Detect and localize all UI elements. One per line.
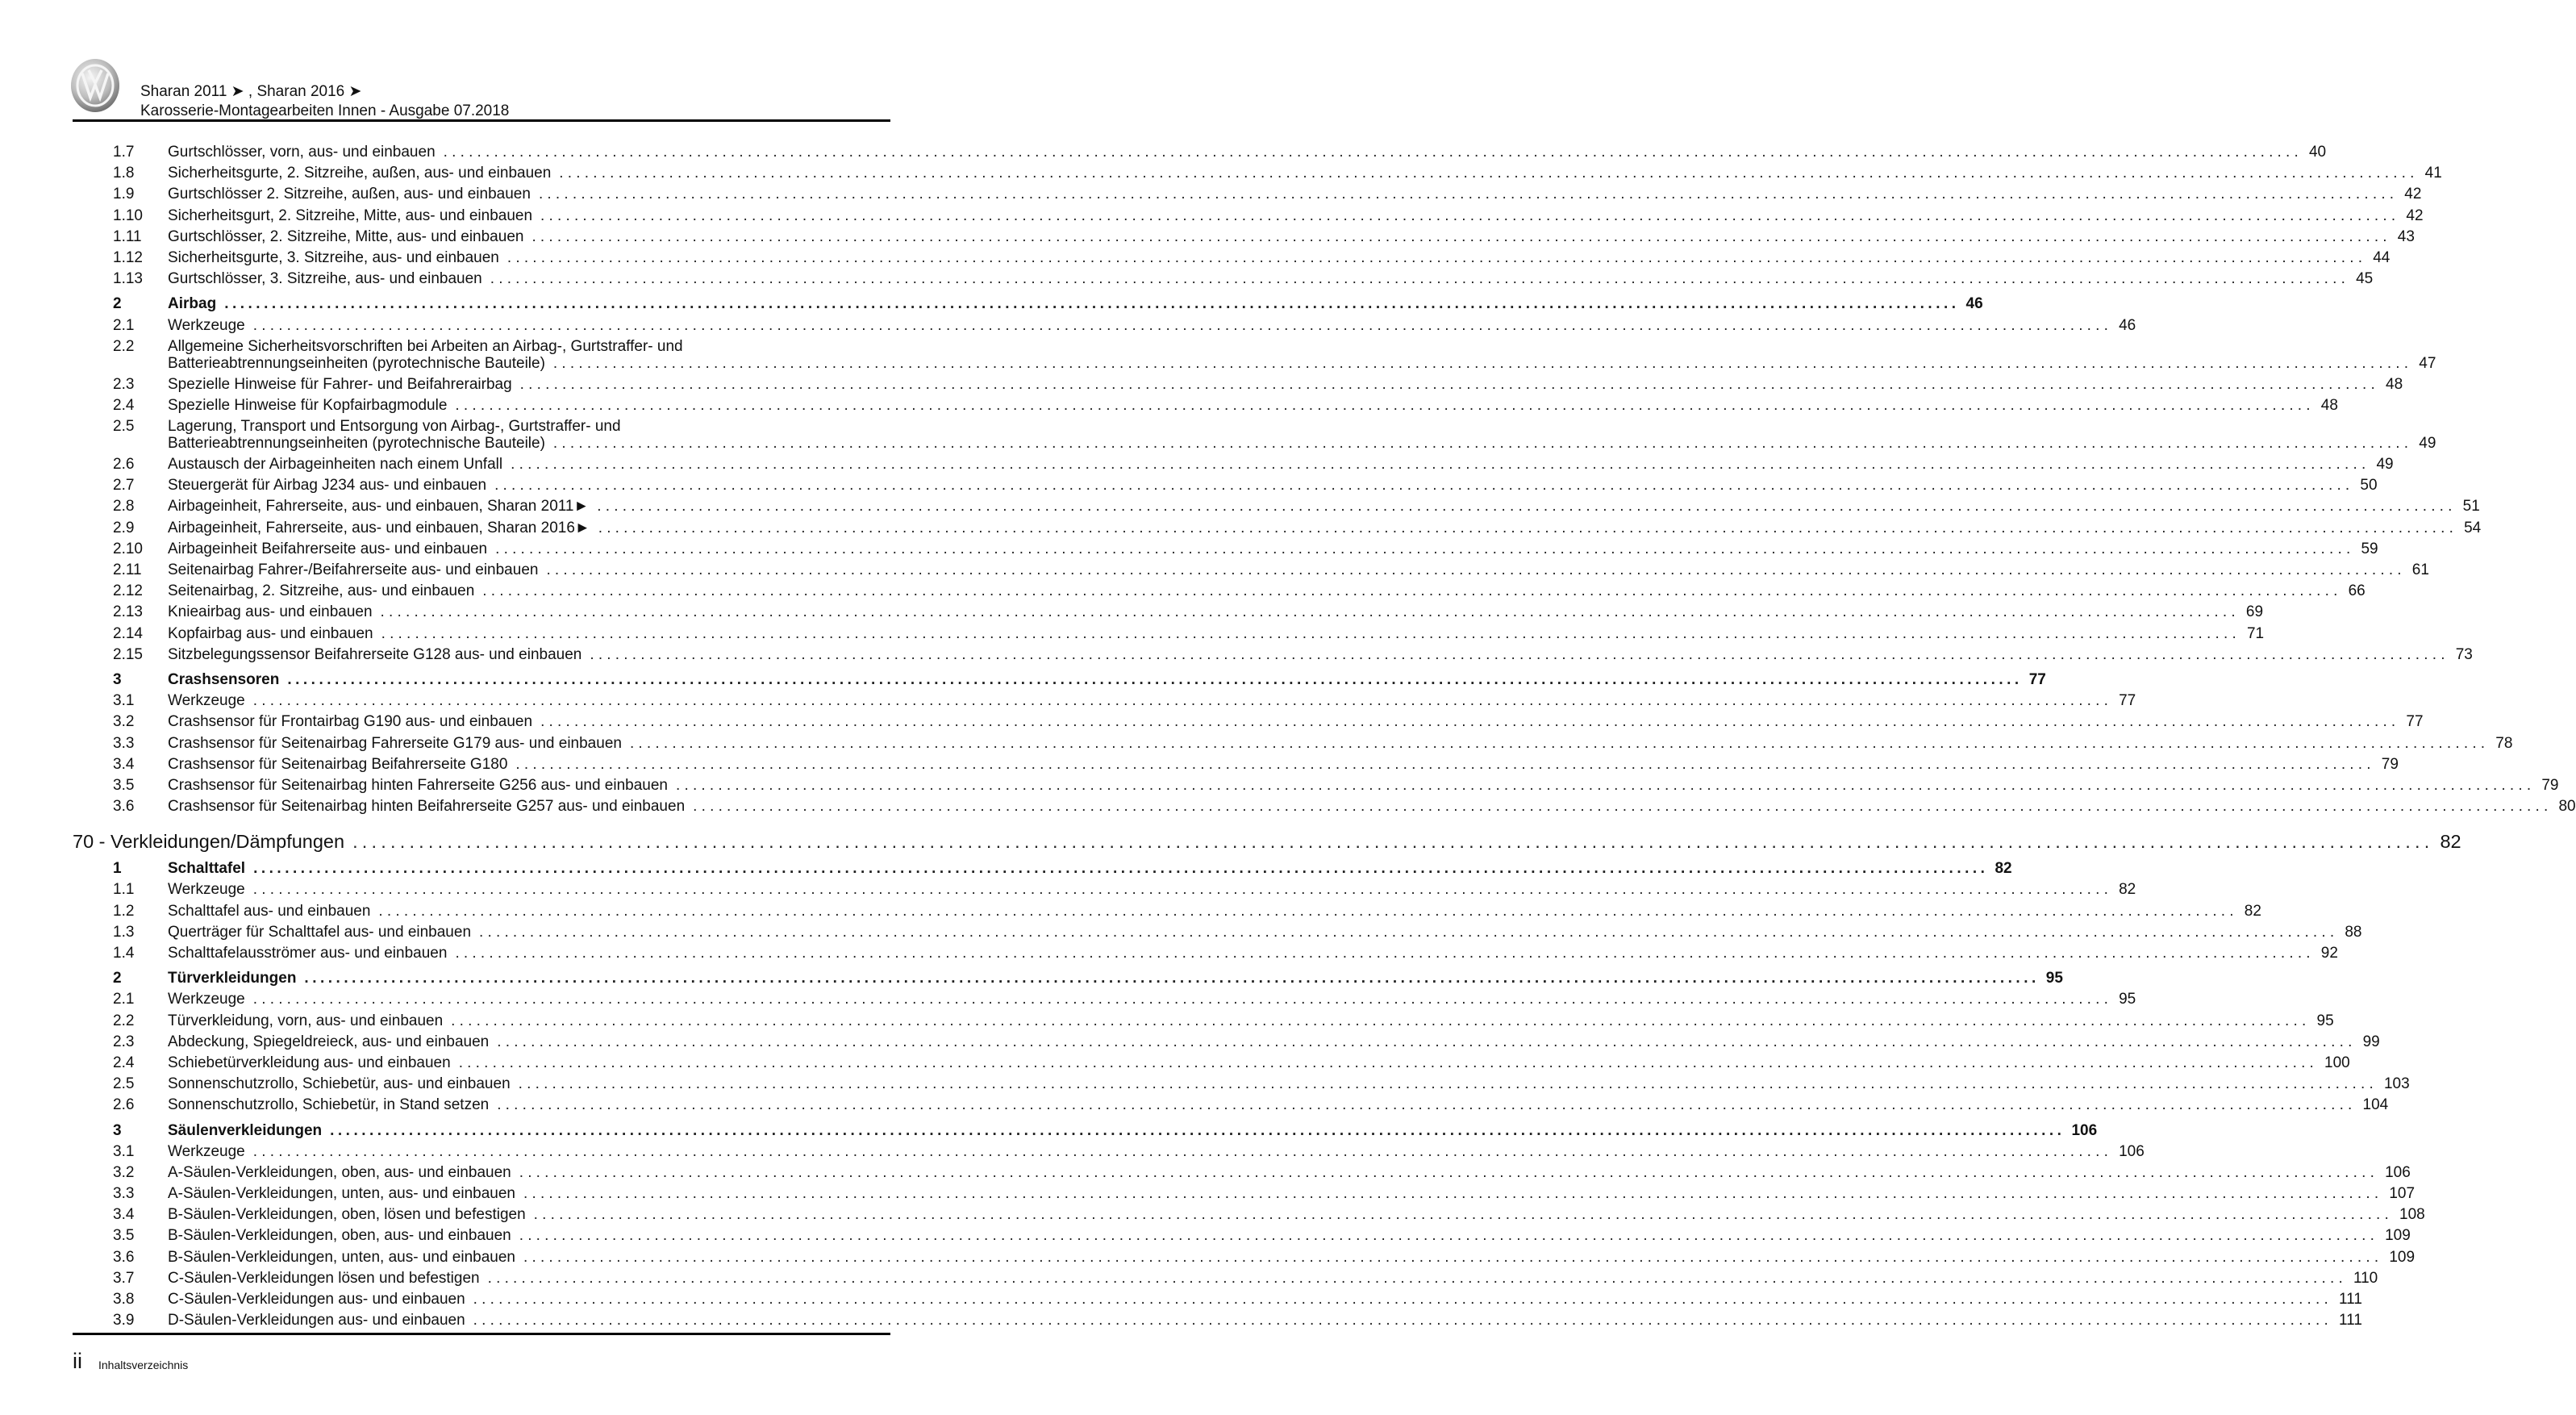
toc-number: 1.1 [113, 881, 135, 899]
toc-number: 3 [113, 1121, 122, 1139]
toc-section[interactable] [0, 858, 2012, 879]
toc-number: 2.1 [113, 316, 135, 334]
dot-leader: ............................................................................................................................................................................................................................ [330, 1121, 2065, 1139]
toc-page-number: 80 [2558, 798, 2576, 816]
toc-number: 3.6 [113, 1248, 135, 1266]
footer-label: Inhaltsverzeichnis [98, 1359, 189, 1371]
toc-page-number: 77 [2028, 670, 2046, 688]
toc-title: Seitenairbag Fahrer-/Beifahrerseite aus- und einbauen [168, 561, 539, 578]
toc-title: A-Säulen-Verkleidungen, oben, aus- und einbauen [168, 1163, 511, 1181]
dot-leader: ............................................................................................................................................................................................................................ [629, 734, 2490, 752]
toc-entry[interactable] [0, 796, 2576, 817]
toc-entry[interactable] [0, 163, 2442, 184]
toc-entry[interactable] [0, 269, 2374, 290]
dot-leader: ............................................................................................................................................................................................................................ [287, 670, 2023, 688]
toc-title: Crashsensor für Frontairbag G190 aus- und einbauen [168, 713, 533, 731]
dot-leader: ............................................................................................................................................................................................................................ [252, 316, 2113, 334]
toc-entry[interactable] [0, 1268, 2378, 1289]
toc-entry[interactable] [0, 754, 2399, 775]
toc-section[interactable] [0, 968, 2063, 989]
toc-entry[interactable] [0, 539, 2378, 560]
toc-number: 2.3 [113, 375, 135, 393]
toc-entry[interactable] [0, 1310, 2362, 1331]
dot-leader: ............................................................................................................................................................................................................................ [378, 902, 2238, 920]
toc-page-number: 42 [2404, 186, 2422, 203]
toc-page-number: 110 [2353, 1269, 2378, 1287]
toc-entry[interactable] [0, 1053, 2350, 1074]
toc-title: Gurtschlösser, 2. Sitzreihe, Mitte, aus- und einbauen [168, 227, 524, 245]
toc-title: Werkzeuge [168, 881, 245, 899]
toc-page-number: 106 [2385, 1163, 2411, 1181]
toc-entry[interactable] [0, 712, 2424, 733]
dot-leader: ............................................................................................................................................................................................................................ [352, 831, 2434, 853]
toc-entry[interactable] [0, 1142, 2145, 1162]
toc-page-number: 79 [2381, 755, 2399, 773]
dot-leader: ............................................................................................................................................................................................................................ [597, 498, 2457, 515]
dot-leader: ............................................................................................................................................................................................................................ [531, 227, 2391, 245]
dot-leader: ............................................................................................................................................................................................................................ [304, 970, 2040, 987]
toc-number: 3.3 [113, 734, 135, 752]
toc-title: B-Säulen-Verkleidungen, unten, aus- und einbauen [168, 1248, 515, 1266]
vw-logo [71, 59, 119, 112]
toc-title: Türverkleidung, vorn, aus- und einbauen [168, 1012, 444, 1029]
footer-page-number: ii [73, 1349, 82, 1373]
toc-title: A-Säulen-Verkleidungen, unten, aus- und einbauen [168, 1185, 515, 1203]
toc-title: Gurtschlösser, 3. Sitzreihe, aus- und einbauen [168, 270, 482, 288]
toc-section[interactable] [0, 294, 1983, 315]
toc-number: 3.5 [113, 776, 135, 794]
toc-entry[interactable] [0, 1074, 2410, 1095]
toc-entry[interactable] [0, 1289, 2362, 1310]
toc-page-number: 46 [2119, 316, 2136, 334]
toc-title: Crashsensor für Seitenairbag hinten Beifahrerseite G257 aus- und einbauen [168, 798, 686, 816]
dot-leader: ............................................................................................................................................................................................................................ [523, 1248, 2383, 1266]
toc-page-number: 61 [2411, 561, 2429, 578]
toc-page-number: 48 [2320, 396, 2338, 414]
dot-leader: ............................................................................................................................................................................................................................ [224, 295, 1960, 313]
toc-entry[interactable] [0, 454, 2394, 475]
dot-leader: ............................................................................................................................................................................................................................ [515, 755, 2375, 773]
toc-page-number: 92 [2320, 945, 2338, 962]
toc-title: Gurtschlösser, vorn, aus- und einbauen [168, 144, 436, 161]
toc-title: Abdeckung, Spiegeldreieck, aus- und einbauen [168, 1033, 490, 1050]
toc-title: Kopfairbag aus- und einbauen [168, 624, 373, 642]
dot-leader: ............................................................................................................................................................................................................................ [552, 435, 2413, 453]
toc-number: 2.1 [113, 991, 135, 1008]
toc-title: Knieairbag aus- und einbauen [168, 603, 373, 621]
toc-entry[interactable] [0, 901, 2261, 922]
toc-number: 3.4 [113, 755, 135, 773]
toc-title: Querträger für Schalttafel aus- und einbauen [168, 923, 472, 941]
toc-title: Schalttafel [168, 860, 246, 878]
toc-entry[interactable] [0, 518, 2482, 539]
table-of-contents [0, 142, 2576, 1331]
toc-page-number: 104 [2362, 1096, 2389, 1114]
toc-number: 1.2 [113, 902, 135, 920]
toc-title: Austausch der Airbageinheiten nach einem Unfall [168, 456, 503, 474]
toc-entry[interactable] [0, 206, 2424, 227]
toc-entry[interactable] [0, 416, 2436, 454]
dot-leader: ............................................................................................................................................................................................................................ [523, 1185, 2383, 1203]
dot-leader: ............................................................................................................................................................................................................................ [511, 456, 2370, 474]
toc-page-number: 44 [2373, 248, 2391, 266]
toc-entry[interactable] [0, 496, 2480, 517]
toc-title: B-Säulen-Verkleidungen, oben, lösen und befestigen [168, 1206, 526, 1224]
toc-title: Spezielle Hinweise für Kopfairbagmodule [168, 396, 448, 414]
toc-entry[interactable] [0, 1247, 2416, 1268]
toc-entry[interactable] [0, 1225, 2411, 1246]
toc-entry[interactable] [0, 395, 2338, 416]
dot-leader: ............................................................................................................................................................................................................................ [455, 945, 2315, 962]
toc-entry[interactable] [0, 1032, 2380, 1053]
toc-entry[interactable] [0, 1204, 2425, 1225]
toc-number: 2.8 [113, 498, 135, 515]
toc-title: Sicherheitsgurte, 2. Sitzreihe, außen, aus- und einbauen [168, 165, 552, 182]
toc-page-number: 88 [2345, 923, 2362, 941]
dot-leader: ............................................................................................................................................................................................................................ [540, 207, 2400, 224]
toc-page-number: 49 [2419, 435, 2436, 453]
toc-page-number: 95 [2316, 1012, 2334, 1029]
dot-leader: ............................................................................................................................................................................................................................ [519, 1163, 2379, 1181]
toc-entry[interactable] [0, 645, 2473, 666]
toc-page-number: 111 [2339, 1312, 2362, 1329]
toc-page-number: 51 [2462, 498, 2480, 515]
toc-entry[interactable] [0, 374, 2403, 395]
toc-page-number: 82 [1995, 860, 2012, 878]
toc-title: 70 - Verkleidungen/Dämpfungen [73, 831, 345, 853]
dot-leader: ............................................................................................................................................................................................................................ [252, 1142, 2113, 1160]
toc-page-number: 106 [2119, 1142, 2145, 1160]
toc-entry[interactable] [0, 1162, 2411, 1183]
toc-entry[interactable] [0, 733, 2513, 754]
toc-title: Säulenverkleidungen [168, 1121, 323, 1139]
toc-page-number: 59 [2361, 540, 2378, 557]
dot-leader: ............................................................................................................................................................................................................................ [540, 713, 2400, 731]
toc-title: Werkzeuge [168, 692, 245, 710]
dot-leader: ............................................................................................................................................................................................................................ [482, 582, 2342, 600]
toc-section[interactable] [0, 670, 2046, 691]
toc-number: 3.5 [113, 1227, 135, 1245]
dot-leader: ............................................................................................................................................................................................................................ [443, 144, 2303, 161]
toc-page-number: 99 [2362, 1033, 2380, 1050]
toc-page-number: 48 [2386, 375, 2403, 393]
toc-page-number: 107 [2389, 1185, 2416, 1203]
dot-leader: ............................................................................................................................................................................................................................ [252, 881, 2113, 899]
toc-page-number: 43 [2397, 227, 2415, 245]
toc-entry[interactable] [0, 184, 2422, 205]
toc-page-number: 50 [2360, 477, 2378, 495]
dot-leader: ............................................................................................................................................................................................................................ [479, 923, 2339, 941]
toc-page-number: 95 [2119, 991, 2136, 1008]
toc-title: Airbag [168, 295, 217, 313]
toc-number: 2.2 [113, 337, 135, 355]
dot-leader: ............................................................................................................................................................................................................................ [497, 1033, 2357, 1050]
toc-number: 1.4 [113, 945, 135, 962]
toc-number: 2.11 [113, 561, 142, 578]
toc-page-number: 82 [2119, 881, 2136, 899]
toc-title: Türverkleidungen [168, 970, 297, 987]
toc-number: 2.6 [113, 456, 135, 474]
dot-leader: ............................................................................................................................................................................................................................ [497, 1096, 2357, 1114]
toc-title: Sicherheitsgurt, 2. Sitzreihe, Mitte, aus- und einbauen [168, 207, 533, 224]
toc-number: 2.9 [113, 519, 135, 536]
dot-leader: ............................................................................................................................................................................................................................ [381, 624, 2240, 642]
toc-title: C-Säulen-Verkleidungen lösen und befestigen [168, 1269, 480, 1287]
toc-title: Werkzeuge [168, 316, 245, 334]
toc-number: 2.14 [113, 624, 143, 642]
toc-number: 1.8 [113, 165, 135, 182]
toc-entry[interactable] [0, 624, 2265, 645]
toc-number: 1.12 [113, 248, 143, 266]
toc-entry[interactable] [0, 227, 2415, 248]
toc-number: 2.12 [113, 582, 143, 600]
toc-page-number: 69 [2245, 603, 2264, 621]
dot-leader: ............................................................................................................................................................................................................................ [559, 165, 2419, 182]
dot-leader: ............................................................................................................................................................................................................................ [519, 375, 2379, 393]
toc-number: 2.4 [113, 396, 135, 414]
toc-title: Batterieabtrennungseinheiten (pyrotechnische Bauteile) [168, 354, 545, 372]
toc-entry[interactable] [0, 691, 2136, 712]
toc-number: 2.3 [113, 1033, 135, 1050]
toc-number: 2.5 [113, 418, 135, 436]
dot-leader: ............................................................................................................................................................................................................................ [598, 519, 2458, 536]
toc-page-number: 40 [2308, 144, 2327, 161]
toc-entry[interactable] [0, 315, 2136, 336]
dot-leader: ............................................................................................................................................................................................................................ [253, 860, 1989, 878]
toc-entry[interactable] [0, 560, 2429, 581]
toc-number: 1.11 [113, 227, 142, 245]
toc-number: 3.4 [113, 1206, 135, 1224]
toc-page-number: 49 [2376, 456, 2394, 474]
toc-title: Schalttafel aus- und einbauen [168, 902, 371, 920]
toc-entry[interactable] [0, 922, 2362, 943]
toc-page-number: 45 [2356, 270, 2374, 288]
toc-entry[interactable] [0, 581, 2366, 602]
toc-entry[interactable] [0, 775, 2559, 796]
toc-title: B-Säulen-Verkleidungen, oben, aus- und einbauen [168, 1227, 511, 1245]
toc-title: Crashsensor für Seitenairbag Beifahrerseite G180 [168, 755, 508, 773]
dot-leader: ............................................................................................................................................................................................................................ [487, 1269, 2347, 1287]
toc-entry[interactable] [0, 1011, 2334, 1032]
toc-section[interactable] [0, 1121, 2098, 1142]
toc-page-number: 82 [2440, 831, 2461, 853]
dot-leader: ............................................................................................................................................................................................................................ [495, 540, 2355, 557]
toc-entry[interactable] [0, 142, 2327, 163]
toc-number: 3.7 [113, 1269, 135, 1287]
toc-page-number: 82 [2244, 902, 2261, 920]
dot-leader: ............................................................................................................................................................................................................................ [490, 270, 2350, 288]
footer-rule [73, 1333, 890, 1335]
toc-title: D-Säulen-Verkleidungen aus- und einbauen [168, 1312, 465, 1329]
toc-number: 3.3 [113, 1185, 135, 1203]
toc-page-number: 111 [2339, 1291, 2362, 1308]
toc-page-number: 42 [2406, 207, 2424, 224]
toc-title: Airbageinheit Beifahrerseite aus- und einbauen [168, 540, 488, 557]
toc-number: 2 [113, 295, 122, 313]
dot-leader: ............................................................................................................................................................................................................................ [455, 396, 2315, 414]
toc-number: 3.9 [113, 1312, 135, 1329]
toc-page-number: 71 [2246, 624, 2265, 642]
dot-leader: ............................................................................................................................................................................................................................ [676, 776, 2536, 794]
toc-title-first-line: Allgemeine Sicherheitsvorschriften bei Arbeiten an Airbag-, Gurtstraffer- und [168, 337, 683, 355]
toc-page-number: 47 [2419, 354, 2436, 372]
toc-number: 3.1 [113, 692, 135, 710]
toc-page-number: 41 [2424, 165, 2442, 182]
toc-page-number: 77 [2119, 692, 2136, 710]
header-rule [73, 119, 890, 122]
toc-title: Sicherheitsgurte, 3. Sitzreihe, aus- und einbauen [168, 248, 499, 266]
toc-entry[interactable] [0, 1095, 2389, 1116]
toc-entry[interactable] [0, 989, 2136, 1010]
dot-leader: ............................................................................................................................................................................................................................ [380, 603, 2240, 621]
toc-number: 3.2 [113, 1163, 135, 1181]
toc-title: Crashsensor für Seitenairbag hinten Fahrerseite G256 aus- und einbauen [168, 776, 668, 794]
toc-entry[interactable] [0, 879, 2136, 900]
dot-leader: ............................................................................................................................................................................................................................ [494, 477, 2354, 495]
toc-title: Spezielle Hinweise für Fahrer- und Beifahrerairbag [168, 375, 512, 393]
toc-number: 2.6 [113, 1096, 135, 1114]
dot-leader: ............................................................................................................................................................................................................................ [473, 1312, 2332, 1329]
dot-leader: ............................................................................................................................................................................................................................ [552, 354, 2413, 372]
toc-title: Airbageinheit, Fahrerseite, aus- und einbauen, Sharan 2011► [168, 498, 590, 515]
toc-title: Airbageinheit, Fahrerseite, aus- und einbauen, Sharan 2016► [168, 519, 590, 536]
toc-title: Steuergerät für Airbag J234 aus- und einbauen [168, 477, 487, 495]
toc-number: 2.4 [113, 1054, 135, 1071]
dot-leader: ............................................................................................................................................................................................................................ [693, 798, 2553, 816]
toc-title: Schalttafelausströmer aus- und einbauen [168, 945, 448, 962]
toc-title: Crashsensor für Seitenairbag Fahrerseite G179 aus- und einbauen [168, 734, 622, 752]
dot-leader: ............................................................................................................................................................................................................................ [473, 1291, 2332, 1308]
dot-leader: ............................................................................................................................................................................................................................ [590, 645, 2449, 663]
toc-entry[interactable] [0, 602, 2264, 623]
toc-number: 3.1 [113, 1142, 135, 1160]
dot-leader: ............................................................................................................................................................................................................................ [519, 1227, 2379, 1245]
header-model-line: Sharan 2011 ➤ , Sharan 2016 ➤ [140, 83, 362, 100]
toc-page-number: 109 [2385, 1227, 2411, 1245]
toc-title: Sonnenschutzrollo, Schiebetür, in Stand setzen [168, 1096, 490, 1114]
dot-leader: ............................................................................................................................................................................................................................ [533, 1206, 2394, 1224]
toc-title: Sonnenschutzrollo, Schiebetür, aus- und einbauen [168, 1075, 511, 1093]
toc-title: Batterieabtrennungseinheiten (pyrotechnische Bauteile) [168, 435, 545, 453]
toc-page-number: 106 [2071, 1121, 2098, 1139]
toc-title: Werkzeuge [168, 991, 245, 1008]
toc-title-first-line: Lagerung, Transport und Entsorgung von Airbag-, Gurtstraffer- und [168, 418, 621, 436]
toc-number: 1.10 [113, 207, 143, 224]
toc-page-number: 46 [1965, 295, 1983, 313]
toc-title: C-Säulen-Verkleidungen aus- und einbauen [168, 1291, 465, 1308]
toc-number: 2.2 [113, 1012, 135, 1029]
header-title: Karosserie-Montagearbeiten Innen - Ausgabe 07.2018 [140, 102, 510, 119]
toc-page-number: 78 [2495, 734, 2513, 752]
toc-title: Gurtschlösser 2. Sitzreihe, außen, aus- und einbauen [168, 186, 531, 203]
toc-title: Sitzbelegungssensor Beifahrerseite G128 aus- und einbauen [168, 645, 582, 663]
dot-leader: ............................................................................................................................................................................................................................ [546, 561, 2406, 578]
toc-page-number: 73 [2455, 645, 2473, 663]
toc-title: Seitenairbag, 2. Sitzreihe, aus- und einbauen [168, 582, 475, 600]
toc-number: 1 [113, 860, 122, 878]
toc-page-number: 66 [2348, 582, 2366, 600]
toc-page-number: 95 [2045, 970, 2063, 987]
toc-number: 2.5 [113, 1075, 135, 1093]
toc-entry[interactable] [0, 1183, 2416, 1204]
toc-number: 2.15 [113, 645, 143, 663]
toc-page-number: 100 [2324, 1054, 2350, 1071]
dot-leader: ............................................................................................................................................................................................................................ [538, 186, 2399, 203]
toc-entry[interactable] [0, 475, 2378, 496]
dot-leader: ............................................................................................................................................................................................................................ [458, 1054, 2319, 1071]
toc-entry[interactable] [0, 943, 2338, 964]
toc-number: 1.9 [113, 186, 135, 203]
toc-page-number: 54 [2464, 519, 2482, 536]
toc-number: 3.8 [113, 1291, 135, 1308]
toc-number: 2.7 [113, 477, 135, 495]
dot-leader: ............................................................................................................................................................................................................................ [506, 248, 2367, 266]
toc-page-number: 77 [2406, 713, 2424, 731]
dot-leader: ............................................................................................................................................................................................................................ [518, 1075, 2378, 1093]
toc-entry[interactable] [0, 336, 2436, 374]
toc-page-number: 79 [2541, 776, 2559, 794]
toc-number: 2 [113, 970, 122, 987]
toc-title: Werkzeuge [168, 1142, 245, 1160]
toc-number: 2.10 [113, 540, 143, 557]
vw-logo-icon [71, 59, 119, 112]
toc-page-number: 109 [2389, 1248, 2416, 1266]
toc-title: Crashsensoren [168, 670, 280, 688]
dot-leader: ............................................................................................................................................................................................................................ [252, 991, 2113, 1008]
toc-number: 1.7 [113, 144, 135, 161]
toc-number: 1.3 [113, 923, 135, 941]
toc-number: 3.6 [113, 798, 135, 816]
dot-leader: ............................................................................................................................................................................................................................ [252, 692, 2113, 710]
toc-chapter[interactable] [0, 829, 2461, 854]
toc-number: 1.13 [113, 270, 143, 288]
toc-entry[interactable] [0, 248, 2391, 269]
toc-number: 3 [113, 670, 122, 688]
dot-leader: ............................................................................................................................................................................................................................ [451, 1012, 2311, 1029]
toc-number: 3.2 [113, 713, 135, 731]
toc-title: Schiebetürverkleidung aus- und einbauen [168, 1054, 451, 1071]
toc-page-number: 103 [2383, 1075, 2410, 1093]
toc-page-number: 108 [2399, 1206, 2425, 1224]
toc-number: 2.13 [113, 603, 143, 621]
